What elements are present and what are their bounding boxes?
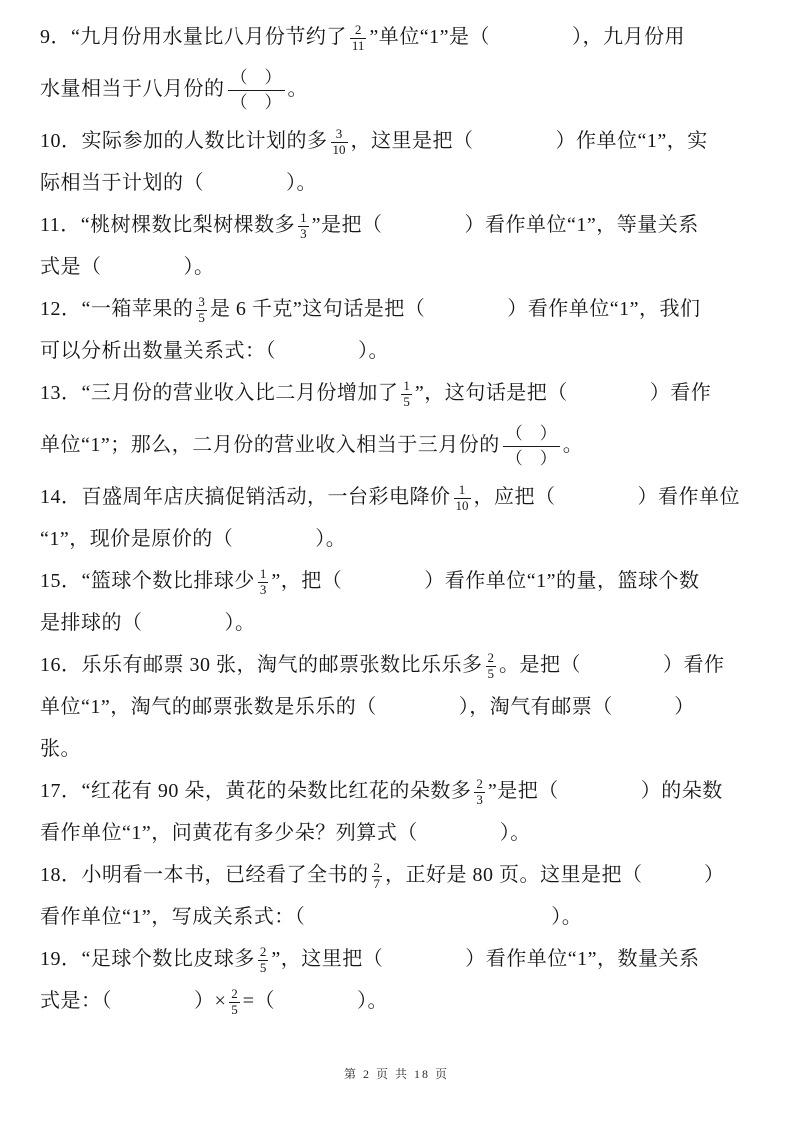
fraction: $\frac{1}{5}$: [403, 377, 410, 409]
question-text: 18．小明看一本书，已经看了全书的: [40, 864, 369, 886]
question-text: ，这里是把（ ）作单位“1”，实: [350, 130, 708, 152]
question-15-line: [40, 560, 757, 602]
question-14-line: [40, 476, 757, 518]
question-text: 13．“三月份的营业收入比二月份增加了: [40, 382, 399, 404]
question-10-line: [40, 162, 757, 204]
question-text: ”，这里把（ ）看作单位“1”，数量关系: [271, 948, 700, 970]
question-13-line: [40, 372, 757, 414]
question-19-line: [40, 980, 757, 1022]
question-text: 看作单位“1”，问黄花有多少朵？列算式（ ）。: [40, 822, 531, 844]
question-text: 14．百盛周年店庆搞促销活动，一台彩电降价: [40, 486, 451, 508]
blank-fraction: $\frac{( )}{( )}$: [228, 66, 285, 115]
question-text: “1”，现价是原价的（ ）。: [40, 528, 347, 550]
question-16-line: [40, 686, 757, 728]
question-text: ，应把（ ）看作单位: [473, 486, 740, 508]
question-text: 19．“足球个数比皮球多: [40, 948, 255, 970]
question-14-line: [40, 518, 757, 560]
fraction: $\frac{2}{7}$: [373, 859, 380, 891]
question-17-line: [40, 770, 757, 812]
question-text: 17．“红花有 90 朵，黄花的朵数比红花的朵数多: [40, 780, 472, 802]
question-15-line: [40, 602, 757, 644]
question-11-line: [40, 246, 757, 288]
question-text: 式是：（ ）×: [40, 990, 227, 1012]
question-text: ”，这句话是把（ ）看作: [414, 382, 712, 404]
question-text: 。: [562, 434, 584, 456]
question-18-line: [40, 854, 757, 896]
question-17-line: [40, 812, 757, 854]
fraction: $\frac{2}{5}$: [231, 985, 238, 1017]
question-text: ，正好是 80 页。这里是把（ ）: [385, 864, 725, 886]
question-text: 水量相当于八月份的: [40, 78, 225, 100]
question-text: ”，把（ ）看作单位“1”的量，篮球个数: [271, 570, 700, 592]
fraction: $\frac{3}{5}$: [198, 293, 205, 325]
fraction: $\frac{2}{5}$: [487, 649, 494, 681]
question-13-line: [40, 414, 757, 476]
fraction: $\frac{1}{3}$: [259, 565, 267, 597]
question-text: 15．“篮球个数比排球少: [40, 570, 255, 592]
blank-fraction: $\frac{( )}{( )}$: [503, 422, 560, 471]
question-12-line: [40, 330, 757, 372]
page-footer: [0, 1065, 793, 1082]
page-number-text: 第 2 页 共 18 页: [343, 1067, 449, 1081]
fraction: $\frac{2}{3}$: [476, 775, 483, 807]
question-text: 单位“1”，淘气的邮票张数是乐乐的（ ），淘气有邮票（ ）: [40, 696, 695, 718]
question-11-line: [40, 204, 757, 246]
question-text: 是排球的（ ）。: [40, 612, 256, 634]
question-19-line: [40, 938, 757, 980]
fraction: $\frac{1}{10}$: [455, 481, 469, 513]
question-text: 式是（ ）。: [40, 256, 215, 278]
fraction: $\frac{2}{5}$: [259, 943, 267, 975]
question-text: 9．“九月份用水量比八月份节约了: [40, 26, 347, 48]
question-16-line: [40, 728, 757, 770]
question-text: ”是把（ ）看作单位“1”，等量关系: [311, 214, 699, 236]
question-text: 单位“1”；那么，二月份的营业收入相当于三月份的: [40, 434, 500, 456]
question-text: 12．“一箱苹果的: [40, 298, 194, 320]
question-text: 。: [287, 78, 308, 100]
question-9-line: [40, 58, 757, 120]
question-text: =（ ）。: [242, 990, 389, 1012]
question-text: 10．实际参加的人数比计划的多: [40, 130, 328, 152]
fraction: $\frac{2}{11}$: [351, 21, 365, 53]
question-text: ”单位“1”是（ ），九月份用: [369, 26, 686, 48]
question-text: 看作单位“1”，写成关系式：（ ）。: [40, 906, 583, 928]
question-text: 11．“桃树棵数比梨树棵数多: [40, 214, 296, 236]
question-text: 可以分析出数量关系式：（ ）。: [40, 340, 389, 362]
question-text: 是 6 千克”这句话是把（ ）看作单位“1”，我们: [209, 298, 701, 320]
question-16-line: [40, 644, 757, 686]
question-12-line: [40, 288, 757, 330]
question-10-line: [40, 120, 757, 162]
question-text: ”是把（ ）的朵数: [487, 780, 723, 802]
question-text: 际相当于计划的（ ）。: [40, 172, 317, 194]
question-9-line: [40, 16, 757, 58]
fraction: $\frac{3}{10}$: [332, 125, 346, 157]
question-text: 16．乐乐有邮票 30 张，淘气的邮票张数比乐乐多: [40, 654, 483, 676]
question-18-line: [40, 896, 757, 938]
question-text: 。是把（ ）看作: [499, 654, 725, 676]
fraction: $\frac{1}{3}$: [300, 209, 307, 241]
question-list: [40, 16, 757, 1022]
question-text: 张。: [40, 738, 81, 760]
